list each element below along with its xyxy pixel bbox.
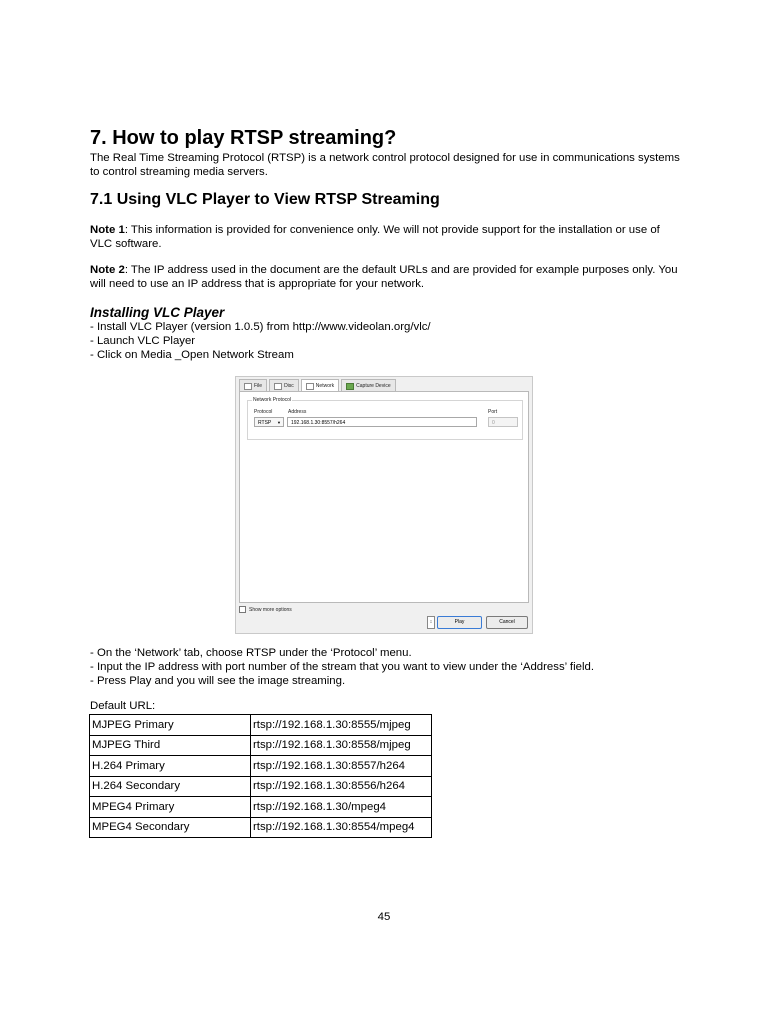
- capture-device-icon: [346, 383, 354, 390]
- show-more-options-label: Show more options: [249, 606, 292, 613]
- protocol-select[interactable]: [254, 417, 284, 427]
- instruction-item: - Input the IP address with port number of the stream that you want to view under the ‘Address’ field.: [90, 661, 594, 673]
- note-2-text: : The IP address used in the document are the default URLs and are provided for example purposes only. You will need to use an IP address that is appropriate for your network.: [90, 264, 678, 290]
- page-number: 45: [377, 911, 391, 923]
- install-steps: [90, 320, 690, 362]
- network-panel: [239, 391, 529, 603]
- install-step: - Click on Media _Open Network Stream: [90, 349, 294, 361]
- default-url-table: [89, 714, 432, 838]
- file-icon: [244, 383, 252, 390]
- url-cell: rtsp://192.168.1.30:8554/mpeg4: [251, 817, 432, 838]
- instruction-item: - On the ‘Network’ tab, choose RTSP under the ‘Protocol’ menu.: [90, 647, 412, 659]
- port-field[interactable]: 0: [488, 417, 518, 427]
- stream-cell: MPEG4 Primary: [90, 797, 251, 818]
- instruction-item: - Press Play and you will see the image streaming.: [90, 675, 346, 687]
- stream-cell: MJPEG Third: [90, 735, 251, 756]
- note-1: [90, 223, 680, 251]
- section-intro: The Real Time Streaming Protocol (RTSP) is a network control protocol designed for use in communications systems to control streaming media servers.: [90, 152, 680, 178]
- stream-cell: H.264 Secondary: [90, 776, 251, 797]
- tab-capture-device-label: Capture Device: [356, 382, 391, 389]
- disc-icon: [274, 383, 282, 390]
- table-row: [90, 817, 432, 838]
- address-label: Address: [288, 409, 307, 415]
- show-more-options[interactable]: [239, 606, 292, 613]
- play-button[interactable]: Play: [437, 616, 482, 629]
- instructions: [90, 646, 690, 688]
- tab-file-label: File: [254, 382, 263, 389]
- table-row: [90, 776, 432, 797]
- subsection-title: 7.1 Using VLC Player to View RTSP Streaming: [90, 191, 440, 208]
- chevron-down-icon: ▼: [277, 420, 281, 425]
- address-field[interactable]: 192.168.1.30:8557/h264: [287, 417, 477, 427]
- url-cell: rtsp://192.168.1.30:8558/mjpeg: [251, 735, 432, 756]
- table-row: [90, 797, 432, 818]
- stream-cell: H.264 Primary: [90, 756, 251, 777]
- install-step: - Launch VLC Player: [90, 335, 196, 347]
- note-1-text: : This information is provided for convenience only. We will not provide support for the installation or use of VLC software.: [90, 224, 660, 250]
- network-protocol-title: Network Protocol: [253, 397, 292, 403]
- table-row: [90, 756, 432, 777]
- install-step: - Install VLC Player (version 1.0.5) from http://www.videolan.org/vlc/: [90, 321, 431, 333]
- note-2-label: Note 2: [90, 264, 125, 276]
- arrows-icon[interactable]: ↕: [427, 616, 435, 629]
- url-cell: rtsp://192.168.1.30:8555/mjpeg: [251, 715, 432, 736]
- url-cell: rtsp://192.168.1.30:8556/h264: [251, 776, 432, 797]
- port-label: Port: [488, 409, 498, 415]
- table-row: [90, 715, 432, 736]
- protocol-label: Protocol: [254, 409, 273, 415]
- url-cell: rtsp://192.168.1.30:8557/h264: [251, 756, 432, 777]
- protocol-select-value: RTSP: [258, 420, 272, 426]
- note-1-label: Note 1: [90, 224, 125, 236]
- network-icon: [306, 383, 314, 390]
- section-title: 7. How to play RTSP streaming?: [90, 127, 397, 149]
- tab-disc-label: Disc: [284, 382, 294, 389]
- table-row: [90, 735, 432, 756]
- note-2: [90, 263, 680, 291]
- cancel-button[interactable]: Cancel: [486, 616, 528, 629]
- installing-title: Installing VLC Player: [90, 305, 225, 320]
- stream-cell: MJPEG Primary: [90, 715, 251, 736]
- network-protocol-group: [247, 397, 523, 440]
- vlc-open-media-dialog: [235, 376, 533, 634]
- show-more-options-checkbox[interactable]: [239, 606, 246, 613]
- stream-cell: MPEG4 Secondary: [90, 817, 251, 838]
- default-url-caption: Default URL:: [90, 700, 156, 712]
- url-cell: rtsp://192.168.1.30/mpeg4: [251, 797, 432, 818]
- tab-network-label: Network: [315, 382, 335, 389]
